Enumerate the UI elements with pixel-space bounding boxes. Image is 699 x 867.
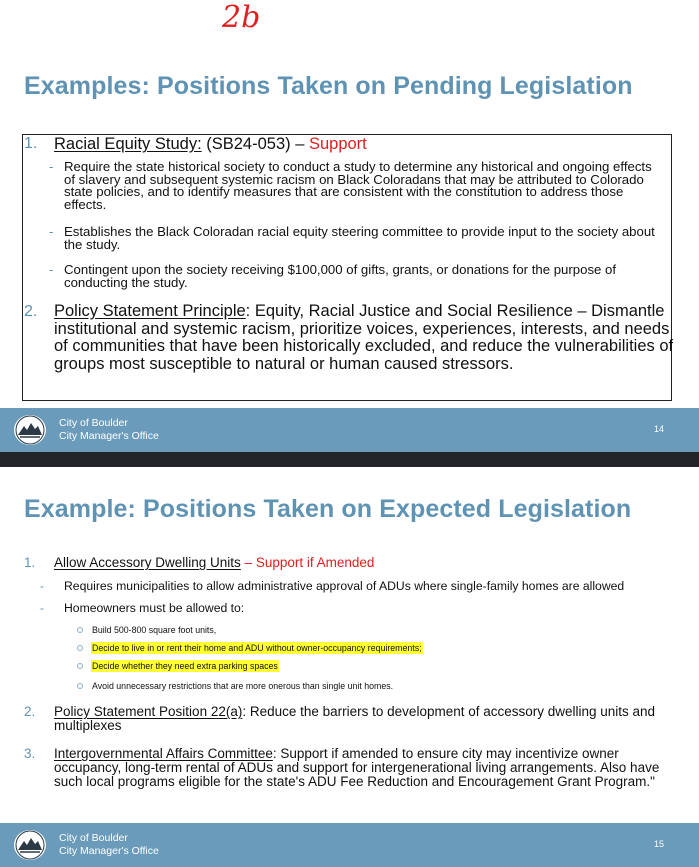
- footer-bar: [0, 408, 699, 452]
- sub-point: [40, 601, 690, 615]
- org-name: [59, 832, 159, 858]
- sub-point: [49, 264, 659, 289]
- list-item-policy-position: [24, 705, 674, 733]
- circle-bullet-icon: [77, 663, 83, 669]
- sub-point: [49, 161, 659, 211]
- dash-marker: -: [49, 224, 54, 239]
- page-number: 14: [653, 424, 664, 434]
- handwritten-annotation: 2b: [222, 0, 261, 35]
- item-text: : Reduce the barriers to development of accessory dwelling units and multiplexes: [54, 704, 656, 733]
- circle-bullet-icon: [77, 627, 83, 633]
- bullet-text: Build 500-800 square foot units,: [92, 625, 217, 635]
- bullet-item: [77, 642, 423, 654]
- racial-equity-study-link[interactable]: Racial Equity Study:: [54, 135, 202, 153]
- item-number: 1.: [24, 135, 38, 152]
- footer-bar: [0, 823, 699, 867]
- policy-statement-link[interactable]: Policy Statement Principle: [54, 302, 246, 320]
- highlight-box: [22, 134, 672, 401]
- sub-point-text: Requires municipalities to allow administrative approval of ADUs where single-family homes are allowed: [64, 579, 625, 593]
- sub-point: [40, 579, 690, 593]
- list-item-adu: [24, 556, 674, 570]
- slide-title: Examples: Positions Taken on Pending Legislation: [24, 72, 633, 100]
- item-body: [54, 747, 674, 789]
- bullet-text: Avoid unnecessary restrictions that are more onerous than single unit homes.: [92, 681, 394, 691]
- slide-title: Example: Positions Taken on Expected Legislation: [24, 495, 632, 523]
- dash-marker: -: [40, 601, 45, 615]
- org-line-2: City Manager's Office: [59, 430, 159, 442]
- circle-bullet-icon: [77, 645, 83, 651]
- city-logo-icon: [14, 415, 46, 445]
- iga-committee-link[interactable]: Intergovernmental Affairs Committee: [54, 746, 273, 761]
- position-support: Support: [308, 135, 367, 153]
- list-item-iga-committee: [24, 747, 674, 789]
- bullet-text-highlighted: Decide whether they need extra parking spaces: [92, 661, 278, 671]
- sub-point-text: Homeowners must be allowed to:: [64, 601, 245, 615]
- bullet-text-highlighted: Decide to live in or rent their home and ADU without owner-occupancy requirements;: [92, 643, 422, 653]
- sub-point-text: Contingent upon the society receiving $100,000 of gifts, grants, or donations for the purpose of conducting the study.: [64, 262, 617, 290]
- item-body: [54, 705, 674, 733]
- position-support-if-amended: Support if Amended: [255, 555, 375, 570]
- adu-link[interactable]: Allow Accessory Dwelling Units: [54, 555, 241, 570]
- item-number: 2.: [24, 704, 36, 719]
- slide-separator: [0, 452, 699, 467]
- bullet-item: [77, 624, 217, 636]
- item-number: 2.: [24, 303, 38, 320]
- circle-bullet-icon: [77, 683, 83, 689]
- page-number: 15: [653, 839, 664, 849]
- org-name: [59, 417, 159, 443]
- bullet-item: [77, 660, 279, 672]
- item-heading: [54, 135, 367, 154]
- item-body: [54, 303, 674, 373]
- slide-15: [0, 467, 699, 867]
- sub-point: [49, 226, 659, 251]
- bullet-item: [77, 680, 394, 692]
- item-number: 3.: [24, 746, 36, 761]
- org-line-1: City of Boulder: [59, 832, 128, 844]
- policy-position-link[interactable]: Policy Statement Position 22(a): [54, 704, 243, 719]
- dash-marker: -: [49, 159, 54, 174]
- item-heading: [54, 556, 674, 570]
- city-logo-icon: [14, 830, 46, 860]
- sub-point-text: Establishes the Black Coloradan racial equity steering committee to provide input to the society about the study.: [64, 224, 655, 252]
- org-line-1: City of Boulder: [59, 417, 128, 429]
- bill-number: (SB24-053) –: [201, 135, 309, 153]
- item-number: 1.: [24, 555, 36, 570]
- item-text: : Equity, Racial Justice and Social Resilience – Dismantle institutional and systemic racism, prioritize voices, experiences, interests, and needs of communities that have been historically excluded, and reduce the vulnerabilities of groups most susceptible to natural or human caused stressors.: [54, 302, 674, 373]
- sub-point-text: Require the state historical society to conduct a study to determine any historical and ongoing effects of slavery and subsequent systemic racism on Black Coloradans that may be attributed to Colorado state policies, and to identify measures that are consistent with the constitution to address those effects.: [64, 159, 652, 212]
- org-line-2: City Manager's Office: [59, 845, 159, 857]
- dash-marker: -: [49, 262, 54, 277]
- dash: –: [240, 555, 256, 570]
- dash-marker: -: [40, 579, 45, 593]
- item-text: : Support if amended to ensure city may incentivize owner occupancy, long-term rental of ADUs and support for intergenerational living arrangements. Also have such local programs eligible for the state's ADU Fee Reduction and Encouragement Grant Program.": [54, 746, 660, 789]
